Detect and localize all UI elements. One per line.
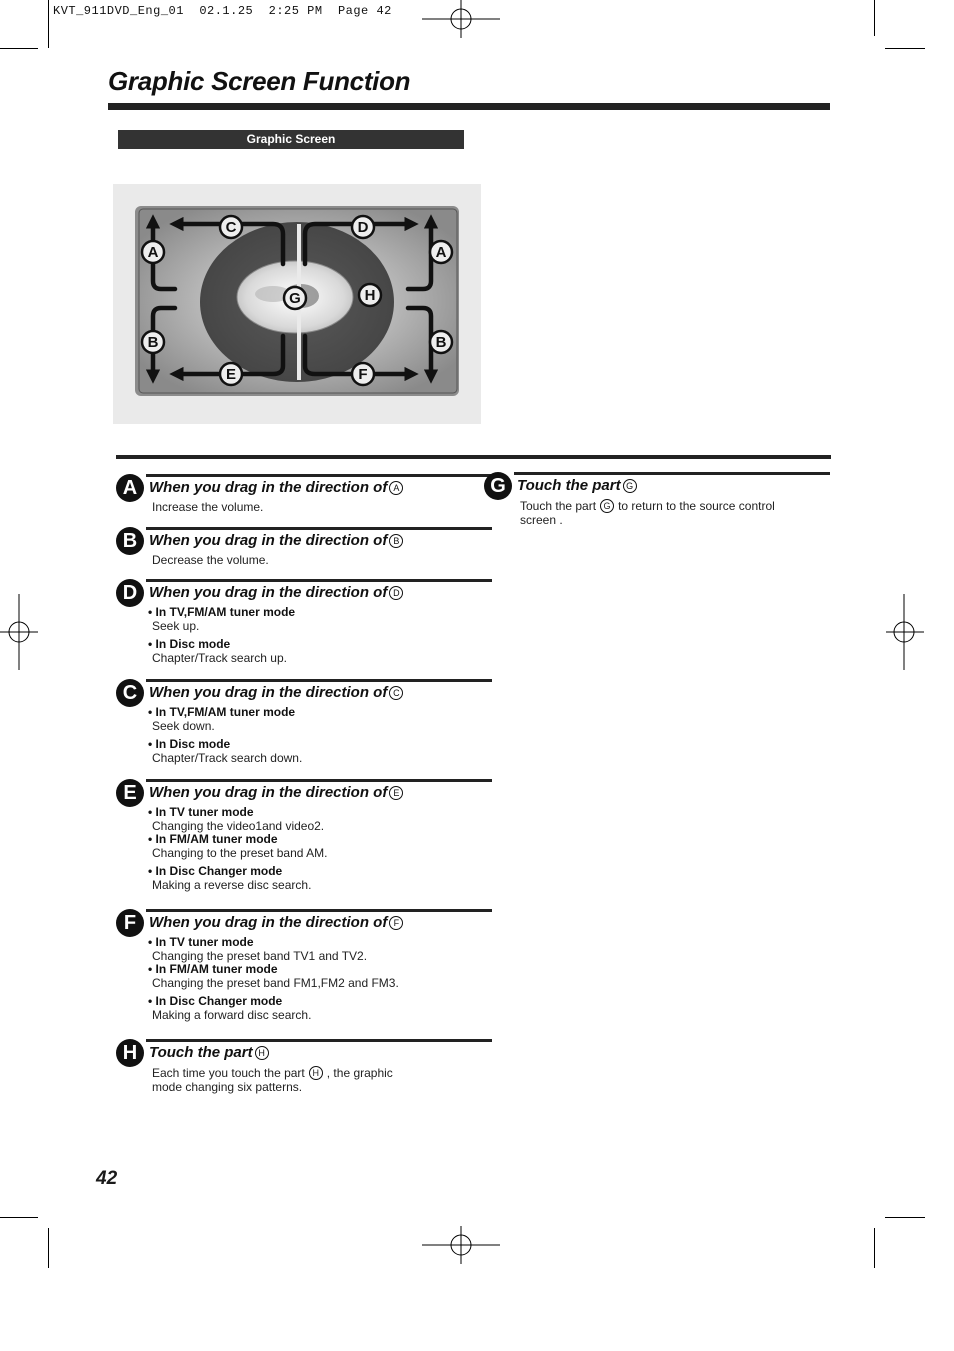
description-line: [152, 1066, 393, 1081]
part-ref-icon: G: [600, 499, 614, 513]
description-text: mode changing six patterns.: [152, 1079, 303, 1094]
direction-ref-icon: C: [389, 686, 403, 700]
mode-subheading: • In TV tuner mode: [148, 935, 254, 949]
section-e: [116, 779, 494, 909]
mode-subheading: • In FM/AM tuner mode: [148, 962, 278, 976]
description-line: [152, 501, 263, 515]
print-header: KVT_911DVD_Eng_01 02.1.25 2:25 PM Page 42: [53, 4, 392, 18]
registration-mark-icon: [420, 0, 502, 42]
figure-label-f: F: [358, 366, 368, 383]
direction-ref-icon: D: [389, 586, 403, 600]
page-number: 42: [96, 1168, 118, 1189]
mode-subheading: • In TV tuner mode: [148, 805, 254, 819]
section-body: [148, 935, 399, 1022]
direction-ref-icon: A: [389, 481, 403, 495]
section-badge: G: [484, 472, 512, 500]
section-rule: [146, 527, 492, 530]
mode-subheading: • In TV,FM/AM tuner mode: [148, 705, 296, 719]
description-text: Increase the volume.: [152, 500, 264, 514]
section-body: [148, 805, 328, 892]
figure-label-c: C: [225, 219, 237, 236]
description-line: [152, 847, 327, 861]
description-line: [152, 820, 327, 834]
title-divider: [108, 103, 830, 110]
direction-ref-icon: F: [389, 916, 403, 930]
figure-label-h: H: [364, 287, 376, 304]
mode-subheading: • In Disc Changer mode: [148, 864, 283, 878]
section-heading-text: When you drag in the direction of: [149, 684, 388, 701]
figure-label-b: B: [147, 334, 159, 351]
description-text: Making a reverse disc search.: [152, 877, 312, 892]
section-heading-text: When you drag in the direction of: [149, 532, 388, 549]
mode-subheading: • In Disc Changer mode: [148, 994, 283, 1008]
section-heading: [149, 684, 403, 701]
description-line: [152, 554, 269, 568]
section-heading-text: When you drag in the direction of: [149, 584, 388, 601]
section-body: [148, 605, 296, 665]
description-text: Changing the preset band TV1 and TV2.: [152, 948, 368, 963]
section-badge: H: [116, 1039, 144, 1067]
section-heading-text: When you drag in the direction of: [149, 914, 388, 931]
section-badge: B: [116, 527, 144, 555]
direction-ref-icon: E: [389, 786, 403, 800]
description-line: [520, 499, 775, 514]
section-heading: [149, 914, 403, 931]
section-heading: [149, 1044, 269, 1061]
section-heading-text: Touch the part: [517, 477, 621, 494]
section-rule: [146, 679, 492, 682]
figure-label-d: D: [357, 219, 369, 236]
registration-mark-icon: [0, 592, 40, 672]
description-text: Decrease the volume.: [152, 553, 269, 567]
section-body: [520, 499, 775, 527]
section-rule: [514, 472, 830, 475]
section-heading: [517, 477, 637, 494]
section-badge: D: [116, 579, 144, 607]
mode-subheading: • In FM/AM tuner mode: [148, 832, 278, 846]
section-heading-text: Touch the part: [149, 1044, 253, 1061]
description-text: Seek down.: [152, 718, 215, 733]
section-divider: [116, 455, 831, 459]
description-line: [152, 1009, 399, 1023]
description-text: Changing the preset band FM1,FM2 and FM3.: [152, 975, 399, 990]
description-text: Seek up.: [152, 618, 200, 633]
section-heading-text: When you drag in the direction of: [149, 479, 388, 496]
description-line: [152, 752, 302, 766]
section-rule: [146, 779, 492, 782]
description-text: Changing to the preset band AM.: [152, 845, 328, 860]
description-text: Each time you touch the part: [152, 1066, 305, 1080]
description-line: [152, 950, 399, 964]
section-body: [148, 705, 303, 765]
section-heading-text: When you drag in the direction of: [149, 784, 388, 801]
figure-label-a: A: [435, 244, 447, 261]
page-title: Graphic Screen Function: [108, 66, 411, 96]
part-ref-icon: H: [309, 1066, 323, 1080]
graphic-screen-figure: [113, 184, 481, 424]
description-line: [520, 514, 775, 528]
mode-subheading: • In TV,FM/AM tuner mode: [148, 605, 296, 619]
description-tail: , the graphic: [326, 1066, 393, 1080]
description-line: [152, 652, 295, 666]
section-heading: [149, 784, 403, 801]
section-rule: [146, 1039, 492, 1042]
section-g: [484, 472, 832, 602]
registration-mark-icon: [420, 1224, 502, 1266]
figure-label-a: A: [147, 244, 159, 261]
figure-label-b: B: [435, 334, 447, 351]
direction-ref-icon: B: [389, 534, 403, 548]
graphic-screen-label: Graphic Screen: [118, 130, 464, 149]
mode-subheading: • In Disc mode: [148, 737, 231, 751]
description-text: Chapter/Track search down.: [152, 750, 303, 765]
section-body: [152, 1066, 393, 1094]
figure-label-g: G: [289, 290, 301, 307]
section-rule: [146, 474, 492, 477]
description-text: Making a forward disc search.: [152, 1007, 312, 1022]
description-line: [152, 1081, 393, 1095]
section-body: [152, 501, 263, 515]
registration-mark-icon: [884, 592, 924, 672]
figure-label-e: E: [225, 366, 237, 383]
section-rule: [146, 909, 492, 912]
direction-ref-icon: H: [255, 1046, 269, 1060]
description-text: Touch the part: [520, 499, 597, 513]
section-f: [116, 909, 494, 1039]
description-tail: to return to the source control: [618, 499, 775, 513]
description-line: [152, 977, 399, 991]
description-line: [152, 620, 295, 634]
section-heading: [149, 584, 403, 601]
section-heading: [149, 479, 403, 496]
section-body: [152, 554, 269, 568]
description-line: [152, 720, 302, 734]
section-rule: [146, 579, 492, 582]
description-text: Changing the video1and video2.: [152, 818, 325, 833]
mode-subheading: • In Disc mode: [148, 637, 231, 651]
direction-ref-icon: G: [623, 479, 637, 493]
section-h: [116, 1039, 494, 1169]
section-badge: F: [116, 909, 144, 937]
section-badge: C: [116, 679, 144, 707]
section-heading: [149, 532, 403, 549]
section-badge: A: [116, 474, 144, 502]
description-text: screen .: [520, 512, 563, 527]
section-badge: E: [116, 779, 144, 807]
description-line: [152, 879, 327, 893]
description-text: Chapter/Track search up.: [152, 650, 287, 665]
